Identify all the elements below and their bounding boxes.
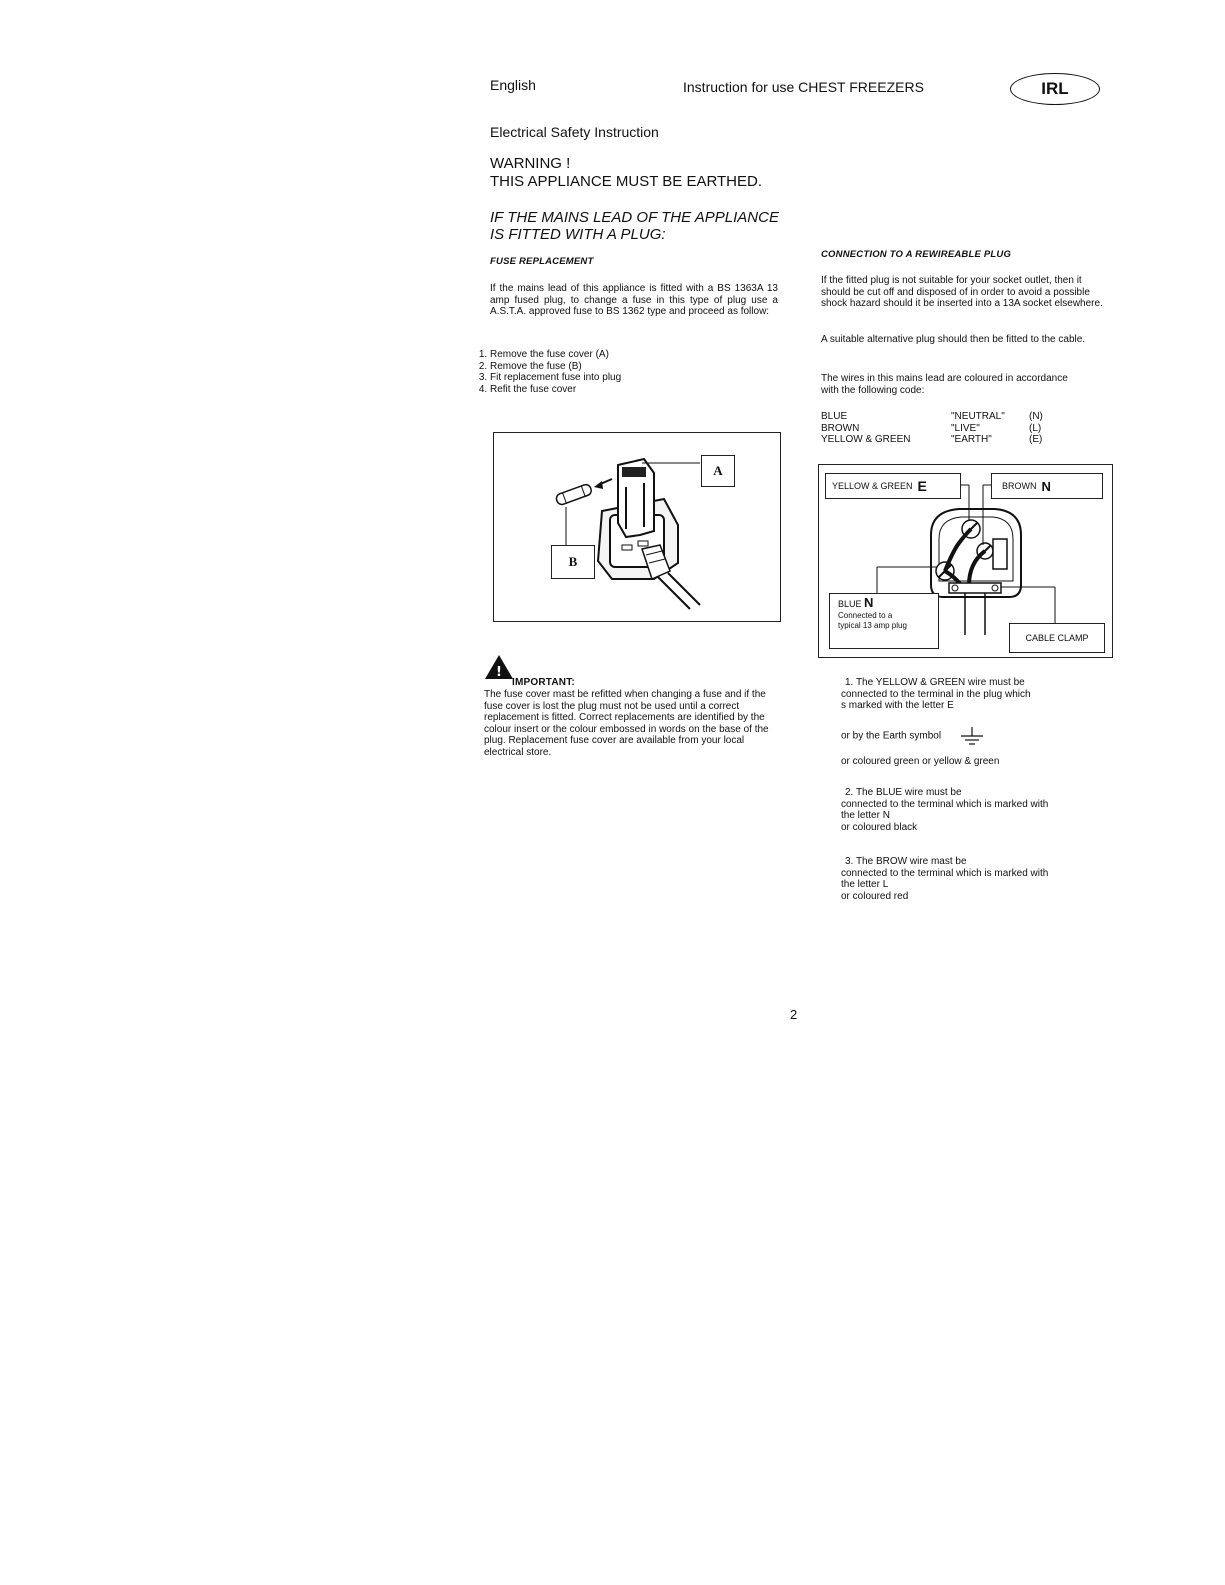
language-label: English [490, 77, 536, 93]
rewire-para-3: The wires in this mains lead are coloured in accordance with the following code: [821, 373, 1068, 396]
brown-letter: N [1041, 478, 1051, 494]
plug-fitted-line-2: IS FITTED WITH A PLUG: [490, 226, 666, 243]
wire-colour: BROWN [821, 422, 860, 434]
wire-name: "EARTH" [951, 434, 992, 445]
country-badge-text: IRL [1041, 79, 1069, 98]
blue-note-1: Connected to a [838, 611, 893, 620]
instruction-number: 1. [845, 677, 854, 688]
blue-letter: N [864, 595, 874, 610]
figure-label-a: A [701, 455, 735, 487]
fuse-text: If the mains lead of this appliance is fitted with a BS 1363A 13 amp fused plug, to change a fuse in this type of plug use a A.S.T.A. approved fuse to BS 1362 type and proceed as follow: [490, 283, 778, 318]
plug-fitted-heading [490, 209, 779, 243]
blue-label-box [829, 593, 939, 649]
instruction-line: the letter L [841, 879, 889, 891]
instruction-line: or coloured green or yellow & green [841, 755, 1000, 767]
instruction-line: or coloured black [841, 821, 918, 833]
instruction-line: connected to the terminal in the plug which [841, 688, 1031, 700]
instruction-line: connected to the terminal which is marked with [841, 867, 1049, 879]
wire-code-table [821, 411, 1043, 446]
table-row [821, 423, 1043, 435]
rewire-para-1: If the fitted plug is not suitable for your socket outlet, then it should be cut off and disposed of in order to avoid a possible shock hazard should it be inserted into a 13A socket elsewhere. [821, 275, 1103, 310]
brown-label-box [991, 473, 1103, 499]
wire-letter: (N) [1029, 411, 1043, 422]
warning-triangle-icon [484, 654, 514, 680]
instruction-line: or coloured red [841, 890, 909, 902]
cable-clamp-label: CABLE CLAMP [1009, 623, 1105, 653]
wiring-figure [818, 464, 1113, 658]
wire-letter: (L) [1029, 422, 1042, 434]
instruction-line: connected to the terminal which is marked with [841, 798, 1049, 810]
instruction-2 [841, 787, 1121, 833]
plug-fitted-line-1: IF THE MAINS LEAD OF THE APPLIANCE [490, 209, 779, 226]
rewire-heading: CONNECTION TO A REWIREABLE PLUG [821, 249, 1012, 260]
blue-label: BLUE [838, 599, 862, 609]
instruction-line: the letter N [841, 810, 890, 822]
table-row [821, 434, 1043, 446]
plug-fuse-illustration [494, 433, 780, 621]
important-label: IMPORTANT: [512, 677, 575, 688]
fuse-step: 4. Refit the fuse cover [490, 384, 790, 396]
wire-name: "LIVE" [951, 422, 980, 434]
brown-label: BROWN [1002, 481, 1037, 491]
instruction-3 [841, 856, 1121, 902]
instruction-1 [841, 677, 1121, 767]
instruction-lead: The BROW wire mast be [855, 856, 967, 867]
instruction-number: 3. [845, 856, 854, 867]
page-number: 2 [790, 1007, 798, 1022]
yellow-green-letter: E [917, 478, 927, 494]
svg-text:!: ! [496, 665, 502, 680]
wire-letter: (E) [1029, 434, 1043, 445]
wire-name: "NEUTRAL" [951, 411, 1005, 422]
wire-colour: YELLOW & GREEN [821, 434, 911, 445]
section-title: Electrical Safety Instruction [490, 124, 659, 140]
figure-label-b: B [551, 545, 595, 579]
instruction-lead: The BLUE wire must be [855, 787, 962, 798]
country-badge [1010, 73, 1100, 105]
earth-symbol-icon [958, 726, 986, 746]
fuse-step: 3. Fit replacement fuse into plug [490, 372, 790, 384]
fuse-steps [472, 349, 790, 395]
page-title: Instruction for use CHEST FREEZERS [683, 79, 924, 95]
fuse-step: 2. Remove the fuse (B) [490, 361, 790, 373]
wire-colour: BLUE [821, 411, 848, 422]
warning-line-1: WARNING ! [490, 155, 571, 172]
warning-line-2: THIS APPLIANCE MUST BE EARTHED. [490, 173, 763, 190]
table-row [821, 411, 1043, 423]
instruction-line: s marked with the letter E [841, 700, 954, 712]
fuse-figure [493, 432, 781, 622]
rewire-para-2: A suitable alternative plug should then be fitted to the cable. [821, 334, 1086, 345]
important-text: The fuse cover mast be refitted when changing a fuse and if the fuse cover is lost the plug must not be used until a correct replacement is fitted. Correct replacements are identified by the colour insert or the colour embossed in words on the base of the plug. Replacement fuse cover are available from your local electrical store. [484, 689, 769, 758]
instruction-line: or by the Earth symbol [841, 730, 942, 742]
yellow-green-label-box [825, 473, 961, 499]
yellow-green-label: YELLOW & GREEN [832, 481, 913, 491]
fuse-heading: FUSE REPLACEMENT [490, 256, 594, 267]
blue-note-2: typical 13 amp plug [838, 621, 907, 630]
warning-block [490, 155, 762, 191]
fuse-step: 1. Remove the fuse cover (A) [490, 349, 790, 361]
instruction-lead: The YELLOW & GREEN wire must be [855, 677, 1025, 688]
instruction-number: 2. [845, 787, 854, 798]
